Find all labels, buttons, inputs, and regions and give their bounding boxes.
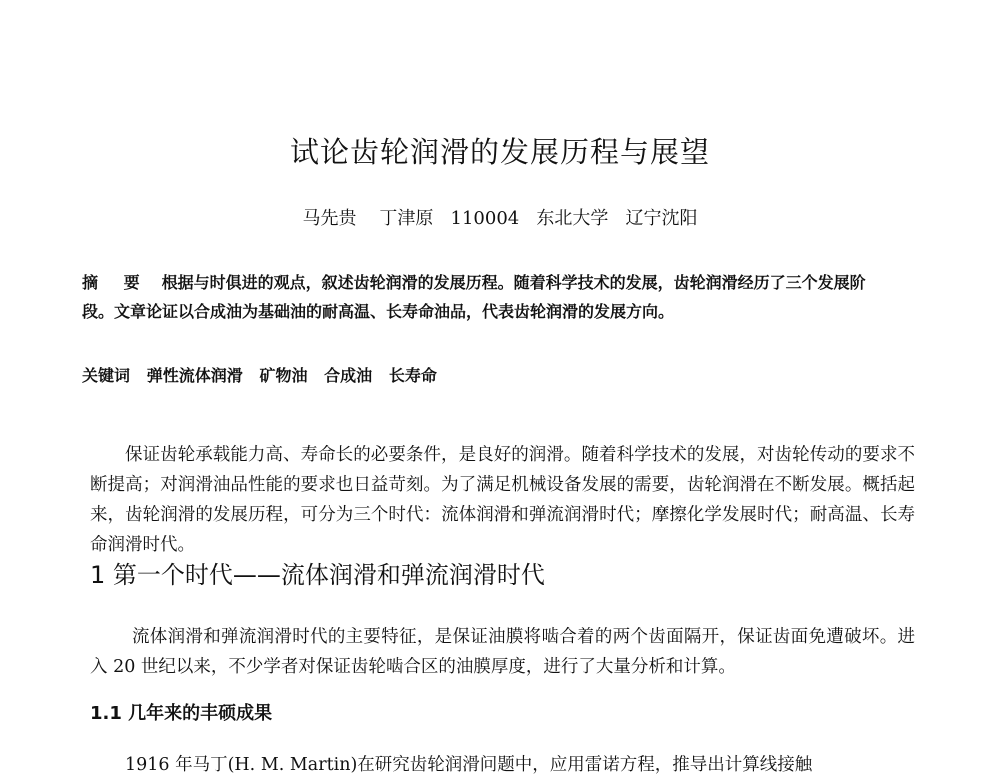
subsection-1-1-paragraph: 1916 年马丁(H. M. Martin)在研究齿轮润滑问题中，应用雷诺方程，推导出计算线接触 [125, 754, 813, 775]
keywords-block [82, 362, 902, 390]
abstract-text: 根据与时俱进的观点，叙述齿轮润滑的发展历程。随着科学技术的发展，齿轮润滑经历了三个发展阶段。文章论证以合成油为基础油的耐高温、长寿命油品，代表齿轮润滑的发展方向。 [82, 273, 866, 321]
author-affiliation-line: 马先贵 丁津原 110004 东北大学 辽宁沈阳 [302, 208, 698, 229]
abstract-label: 摘 要 [82, 273, 150, 292]
abstract-block [82, 268, 882, 326]
section-1-heading: 1 第一个时代——流体润滑和弹流润滑时代 [90, 561, 545, 589]
keywords-text: 弹性流体润滑 矿物油 合成油 长寿命 [146, 366, 437, 385]
section-1-paragraph: 流体润滑和弹流润滑时代的主要特征，是保证油膜将啮合着的两个齿面隔开，保证齿面免遭破坏。进入 20 世纪以来，不少学者对保证齿轮啮合区的油膜厚度，进行了大量分析和计算。 [90, 626, 915, 677]
keywords-label: 关键词 [82, 366, 131, 385]
intro-paragraph: 保证齿轮承载能力高、寿命长的必要条件，是良好的润滑。随着科学技术的发展，对齿轮传动的要求不断提高；对润滑油品性能的要求也日益苛刻。为了满足机械设备发展的需要，齿轮润滑在不断发展。概括起来，齿轮润滑的发展历程，可分为三个时代：流体润滑和弹流润滑时代；摩擦化学发展时代；耐高温、长寿命润滑时代。 [90, 444, 915, 555]
subsection-1-1-heading: 1.1 几年来的丰硕成果 [90, 703, 273, 724]
paper-title: 试论齿轮润滑的发展历程与展望 [289, 135, 710, 169]
